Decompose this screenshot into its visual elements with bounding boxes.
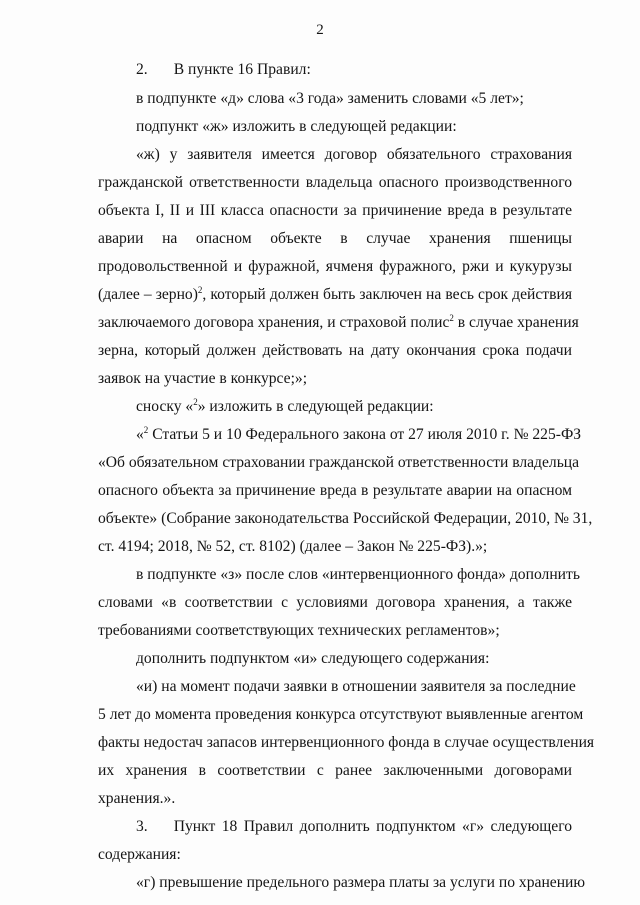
- item-3-heading: [136, 817, 572, 837]
- item-2-heading: [136, 60, 610, 80]
- paragraph-line: заявок на участие в конкурсе;»;: [98, 370, 308, 387]
- paragraph-line: продовольственной и фуражной, ячменя фуражного, ржи и кукурузы: [98, 258, 572, 275]
- paragraph-line: словами «в соответствии с условиями договора хранения, а также: [98, 594, 572, 611]
- paragraph-line: заключаемого договора хранения, и страховой полис$^2$ в случае хранения: [98, 313, 579, 331]
- paragraph-line: их хранения в соответствии с ранее заключенными договорами: [98, 762, 572, 779]
- paragraph-line: зерна, который должен действовать на дату окончания срока подачи: [98, 342, 572, 359]
- footnote-mark: 2: [449, 313, 454, 323]
- item-text: Пункт 18 Правил дополнить подпунктом «г» следующего: [173, 818, 572, 835]
- paragraph-line: (далее – зерно)$^2$, который должен быть заключен на весь срок действия: [98, 285, 572, 303]
- paragraph-line: в подпункте «д» слова «3 года» заменить словами «5 лет»;: [136, 90, 524, 107]
- paragraph-line: сноску «$^2$» изложить в следующей редакции:: [136, 397, 434, 415]
- paragraph-line: в подпункте «з» после слов «интервенционного фонда» дополнить: [136, 566, 580, 583]
- item-number: 2.: [136, 61, 148, 78]
- footnote-mark: 2: [193, 397, 198, 407]
- paragraph-line: «$^2$ Статьи 5 и 10 Федерального закона от 27 июля 2010 г. № 225-ФЗ: [136, 425, 582, 443]
- paragraph-line: 5 лет до момента проведения конкурса отсутствуют выявленные агентом: [98, 706, 584, 723]
- item-number: 3.: [136, 818, 148, 835]
- page-number: 2: [316, 22, 324, 38]
- paragraph-line: объекте» (Собрание законодательства Российской Федерации, 2010, № 31,: [98, 510, 593, 527]
- paragraph-line: «г) превышение предельного размера платы за услуги по хранению: [136, 874, 586, 891]
- paragraph-line: дополнить подпунктом «и» следующего содержания:: [136, 650, 490, 667]
- paragraph-line: факты недостач запасов интервенционного фонда в случае осуществления: [98, 734, 595, 751]
- paragraph-line: «Об обязательном страховании гражданской ответственности владельца: [98, 454, 580, 471]
- paragraph-line: опасного объекта за причинение вреда в результате аварии на опасном: [98, 482, 572, 499]
- footnote-mark: 2: [143, 425, 149, 435]
- paragraph-line: объекта I, II и III класса опасности за причинение вреда в результате: [98, 202, 572, 219]
- paragraph-line: аварии на опасном объекте в случае хранения пшеницы: [98, 230, 572, 247]
- item-text: В пункте 16 Правил:: [173, 61, 311, 78]
- paragraph-line: подпункт «ж» изложить в следующей редакции:: [136, 118, 457, 135]
- paragraph-line: требованиями соответствующих технических регламентов»;: [98, 622, 500, 639]
- paragraph-line: «ж) у заявителя имеется договор обязательного страхования: [136, 146, 572, 163]
- paragraph-line: «и) на момент подачи заявки в отношении заявителя за последние: [136, 678, 576, 695]
- paragraph-line: хранения.».: [98, 790, 176, 807]
- paragraph-line: содержания:: [98, 846, 181, 863]
- paragraph-line: гражданской ответственности владельца опасного производственного: [98, 174, 572, 191]
- paragraph-line: ст. 4194; 2018, № 52, ст. 8102) (далее – Закон № 225-ФЗ).»;: [98, 538, 488, 555]
- footnote-mark: 2: [197, 285, 203, 295]
